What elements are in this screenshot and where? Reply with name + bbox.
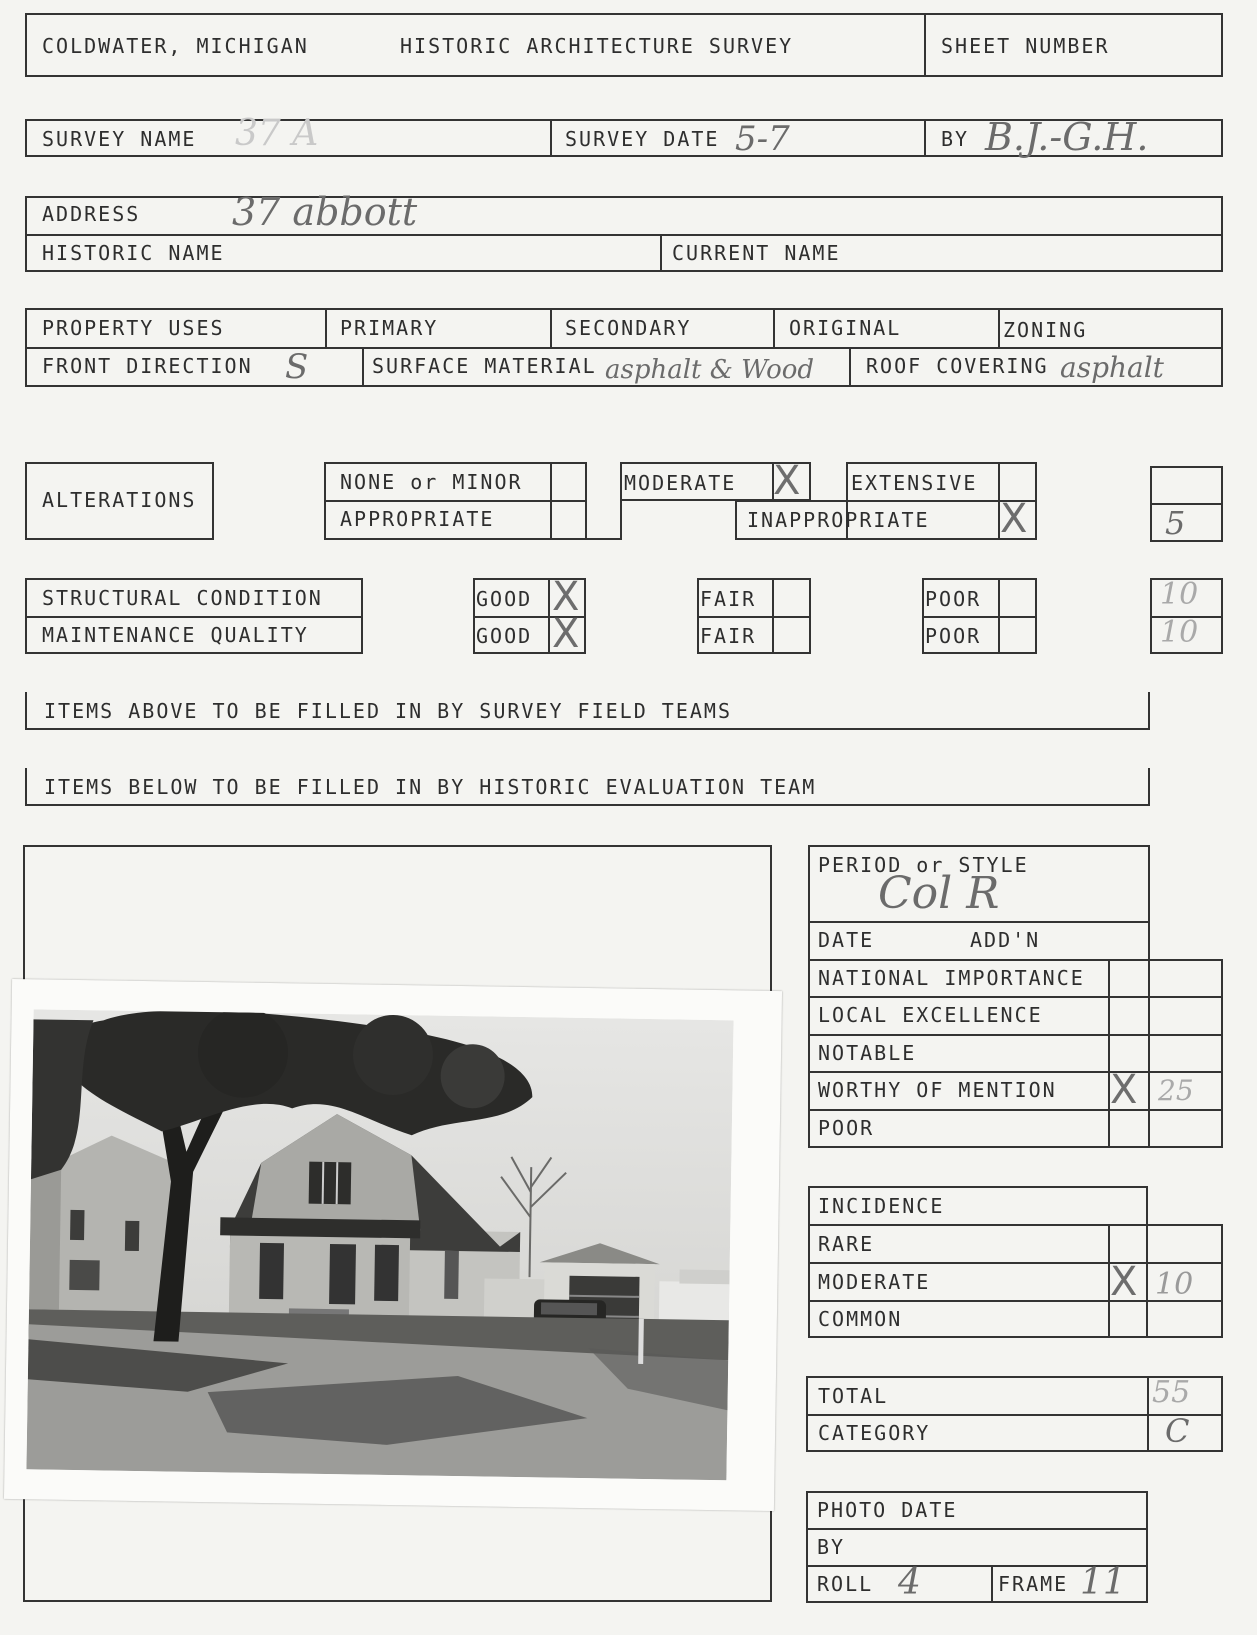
- worthy-score: 25: [1158, 1074, 1194, 1107]
- photo-by-label: BY: [817, 1535, 846, 1559]
- alterations-score: 5: [1165, 504, 1186, 542]
- incidence-label: INCIDENCE: [818, 1194, 945, 1218]
- zoning-label: ZONING: [1003, 318, 1088, 342]
- header-city: COLDWATER, MICHIGAN: [42, 34, 309, 58]
- period-style-value: Col R: [878, 868, 1000, 919]
- national-importance-label: NATIONAL IMPORTANCE: [818, 966, 1085, 990]
- survey-name-value: 37 A: [235, 113, 319, 154]
- front-direction-value: S: [285, 347, 309, 387]
- eval-poor-label: POOR: [818, 1116, 875, 1140]
- extensive-label: EXTENSIVE: [851, 471, 978, 495]
- structural-condition-label: STRUCTURAL CONDITION: [42, 586, 323, 610]
- front-direction-label: FRONT DIRECTION: [42, 354, 253, 378]
- good-label-2: GOOD: [476, 624, 533, 648]
- secondary-label: SECONDARY: [565, 316, 692, 340]
- historic-name-label: HISTORIC NAME: [42, 241, 225, 265]
- date-label: DATE: [818, 928, 875, 952]
- moderate-check: X: [773, 458, 801, 504]
- total-label: TOTAL: [818, 1384, 889, 1408]
- surface-material-label: SURFACE MATERIAL: [372, 354, 597, 378]
- incidence-moderate-check: X: [1110, 1259, 1138, 1305]
- none-minor-label: NONE or MINOR: [340, 470, 523, 494]
- good-label-1: GOOD: [476, 587, 533, 611]
- note-below: ITEMS BELOW TO BE FILLED IN BY HISTORIC EVALUATION TEAM: [44, 775, 817, 799]
- by-value: B.J.-G.H.: [985, 115, 1149, 159]
- maintenance-quality-label: MAINTENANCE QUALITY: [42, 623, 309, 647]
- survey-name-label: SURVEY NAME: [42, 127, 197, 151]
- original-label: ORIGINAL: [789, 316, 902, 340]
- inappropriate-check: X: [1000, 496, 1028, 542]
- notable-label: NOTABLE: [818, 1041, 917, 1065]
- survey-date-value: 5-7: [735, 119, 790, 159]
- inappropriate-label: INAPPROPRIATE: [747, 508, 930, 532]
- maintenance-good-check: X: [552, 611, 580, 657]
- moderate-label: MODERATE: [624, 471, 737, 495]
- house-photo-image: [26, 1009, 733, 1480]
- by-label: BY: [941, 127, 970, 151]
- alterations-label: ALTERATIONS: [42, 488, 197, 512]
- address-label: ADDRESS: [42, 202, 141, 226]
- roll-value: 4: [898, 1562, 921, 1603]
- total-value: 55: [1152, 1375, 1191, 1410]
- common-label: COMMON: [818, 1307, 903, 1331]
- sheet-number-label: SHEET NUMBER: [941, 34, 1110, 58]
- rare-label: RARE: [818, 1232, 875, 1256]
- worthy-label: WORTHY OF MENTION: [818, 1078, 1057, 1102]
- surface-material-value: asphalt & Wood: [605, 355, 815, 385]
- roof-covering-label: ROOF COVERING: [866, 354, 1049, 378]
- roll-label: ROLL: [817, 1572, 874, 1596]
- poor-label-2: POOR: [925, 624, 982, 648]
- current-name-label: CURRENT NAME: [672, 241, 841, 265]
- roof-covering-value: asphalt: [1060, 351, 1164, 384]
- worthy-check: X: [1110, 1067, 1138, 1113]
- category-label: CATEGORY: [818, 1421, 931, 1445]
- incidence-moderate-label: MODERATE: [818, 1270, 931, 1294]
- maintenance-score: 10: [1160, 615, 1199, 650]
- frame-value: 11: [1080, 1562, 1126, 1603]
- addn-label: ADD'N: [970, 928, 1041, 952]
- photo-date-label: PHOTO DATE: [817, 1498, 958, 1522]
- structural-good-check: X: [552, 574, 580, 620]
- period-style-label: PERIOD or STYLE: [818, 853, 1029, 877]
- structural-score: 10: [1160, 577, 1199, 612]
- fair-label-2: FAIR: [700, 624, 757, 648]
- header-title: HISTORIC ARCHITECTURE SURVEY: [400, 34, 794, 58]
- local-excellence-label: LOCAL EXCELLENCE: [818, 1003, 1043, 1027]
- address-value: 37 abbott: [232, 190, 418, 234]
- frame-label: FRAME: [998, 1572, 1069, 1596]
- category-value: C: [1165, 1412, 1190, 1450]
- property-uses-label: PROPERTY USES: [42, 316, 225, 340]
- appropriate-label: APPROPRIATE: [340, 507, 495, 531]
- house-photograph: [4, 979, 782, 1511]
- note-above: ITEMS ABOVE TO BE FILLED IN BY SURVEY FIELD TEAMS: [44, 699, 733, 723]
- primary-label: PRIMARY: [340, 316, 439, 340]
- poor-label-1: POOR: [925, 587, 982, 611]
- survey-date-label: SURVEY DATE: [565, 127, 720, 151]
- fair-label-1: FAIR: [700, 587, 757, 611]
- incidence-moderate-score: 10: [1155, 1267, 1194, 1302]
